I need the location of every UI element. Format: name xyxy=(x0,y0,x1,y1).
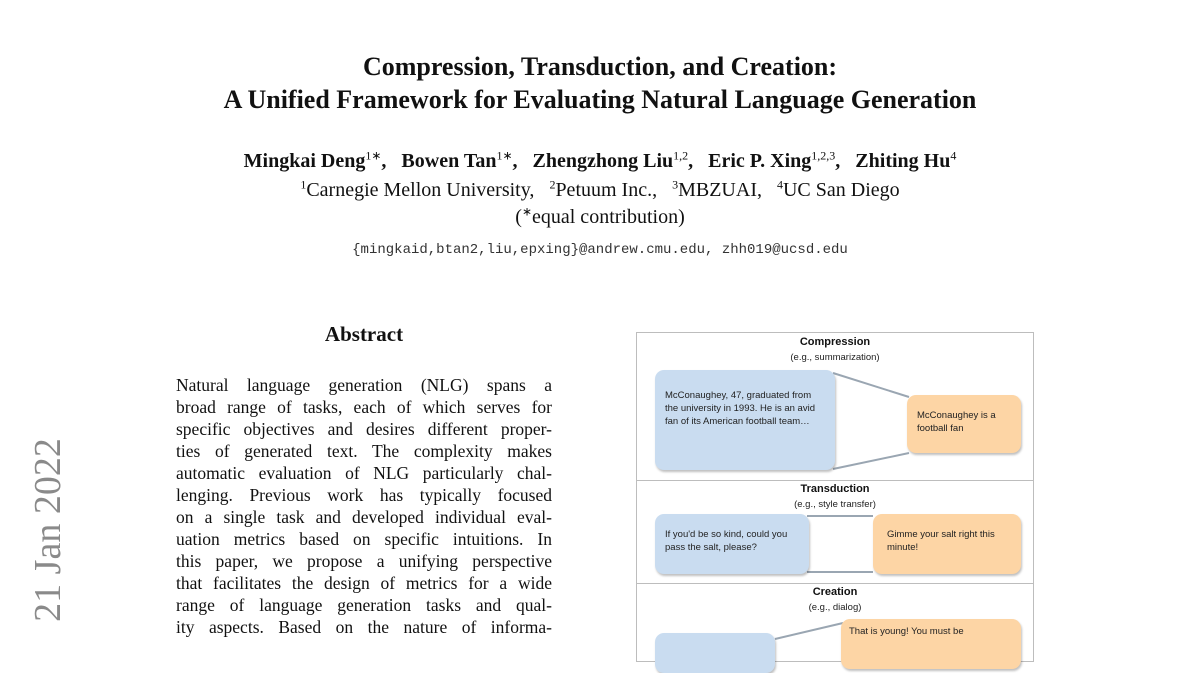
abstract-line: specific objectives and desires different proper- xyxy=(176,419,552,439)
compression-subtitle: (e.g., summarization) xyxy=(790,352,880,363)
contribution-sup: ∗ xyxy=(521,204,532,219)
author-name: Bowen Tan xyxy=(401,150,497,172)
compression-title: Compression xyxy=(799,336,871,348)
creation-subtitle: (e.g., dialog) xyxy=(808,602,862,613)
contribution-note xyxy=(0,206,1200,229)
affiliation-list xyxy=(0,179,1200,202)
panel-divider xyxy=(637,480,1033,481)
affiliation-sup: 3 xyxy=(672,177,679,192)
side-date-text: 21 Jan 2022 xyxy=(27,438,69,622)
transduction-title: Transduction xyxy=(800,483,870,495)
affiliation-name: UC San Diego xyxy=(782,179,900,201)
contribution-text: equal contribution) xyxy=(532,206,685,228)
affiliation-name: Carnegie Mellon University, xyxy=(306,179,535,201)
author-name: Zhiting Hu xyxy=(855,150,951,172)
author-list: Mingkai Deng$^{1∗}$, Bowen Tan$^{1∗}$, Zhengzhong Liu$^{1,2}$, Eric P. Xing$^{1,2,3}$, Zhiting Hu$^4$ xyxy=(243,148,957,172)
author-sup: 4 xyxy=(950,148,957,163)
task-framework-figure xyxy=(636,332,1034,662)
abstract-line: that facilitates the design of metrics for a wide xyxy=(176,573,552,593)
paper-title-line-2: A Unified Framework for Evaluating Natural Language Generation xyxy=(223,85,977,114)
transduction-subtitle: (e.g., style transfer) xyxy=(794,499,876,510)
creation-output-box: That is young! You must be xyxy=(841,619,1021,669)
author-emails: {mingkaid,btan2,liu,epxing}@andrew.cmu.edu, zhh019@ucsd.edu xyxy=(352,242,848,258)
abstract-line: automatic evaluation of NLG particularly chal- xyxy=(176,463,552,483)
author-name: Zhengzhong Liu xyxy=(532,150,674,172)
author-sup: 1,2,3 xyxy=(811,148,836,163)
connector-line xyxy=(833,373,909,397)
author-name: Eric P. Xing xyxy=(708,150,812,172)
affiliation-sup: 4 xyxy=(776,177,783,192)
affiliation-name: Petuum Inc., xyxy=(555,179,658,201)
abstract-line: ity aspects. Based on the nature of informa- xyxy=(176,617,552,637)
transduction-output-box: Gimme your salt right this minute! xyxy=(873,514,1021,574)
abstract-line: uation metrics based on specific intuitions. In xyxy=(176,529,552,549)
author-sup: 1∗ xyxy=(496,148,513,163)
panel-divider xyxy=(637,583,1033,584)
abstract-line: range of language generation tasks and qual- xyxy=(176,595,552,615)
connector-line xyxy=(775,623,843,639)
creation-input-box xyxy=(655,633,775,673)
abstract-line: broad range of tasks, each of which serves for xyxy=(176,397,552,417)
abstract-body xyxy=(176,374,552,638)
transduction-input-box: If you'd be so kind, could you pass the salt, please? xyxy=(655,514,809,574)
affiliation-name: MBZUAI, xyxy=(678,179,762,201)
author-sup: 1,2 xyxy=(673,148,689,163)
author-sup: 1∗ xyxy=(365,148,382,163)
paper-title-line-1: Compression, Transduction, and Creation: xyxy=(362,52,838,81)
creation-title: Creation xyxy=(812,586,858,598)
abstract-heading: Abstract xyxy=(324,322,404,346)
abstract-line: this paper, we propose a unifying perspective xyxy=(176,551,552,571)
abstract-line: lenging. Previous work has typically focused xyxy=(176,485,552,505)
abstract-line: ties of generated text. The complexity makes xyxy=(176,441,552,461)
author-name: Mingkai Deng xyxy=(243,150,366,172)
affiliation-sup: 2 xyxy=(549,177,556,192)
connector-line xyxy=(833,453,909,469)
contribution-open: ( xyxy=(515,206,522,228)
abstract-line: on a single task and developed individual eval- xyxy=(176,507,552,527)
arxiv-side-date xyxy=(18,430,78,630)
compression-input-box: McConaughey, 47, graduated from the university in 1993. He is an avid fan of its American football team… xyxy=(655,370,835,470)
abstract-line: Natural language generation (NLG) spans a xyxy=(176,375,552,395)
affiliation-sup: 1 xyxy=(300,177,307,192)
compression-output-box: McConaughey is a football fan xyxy=(907,395,1021,453)
